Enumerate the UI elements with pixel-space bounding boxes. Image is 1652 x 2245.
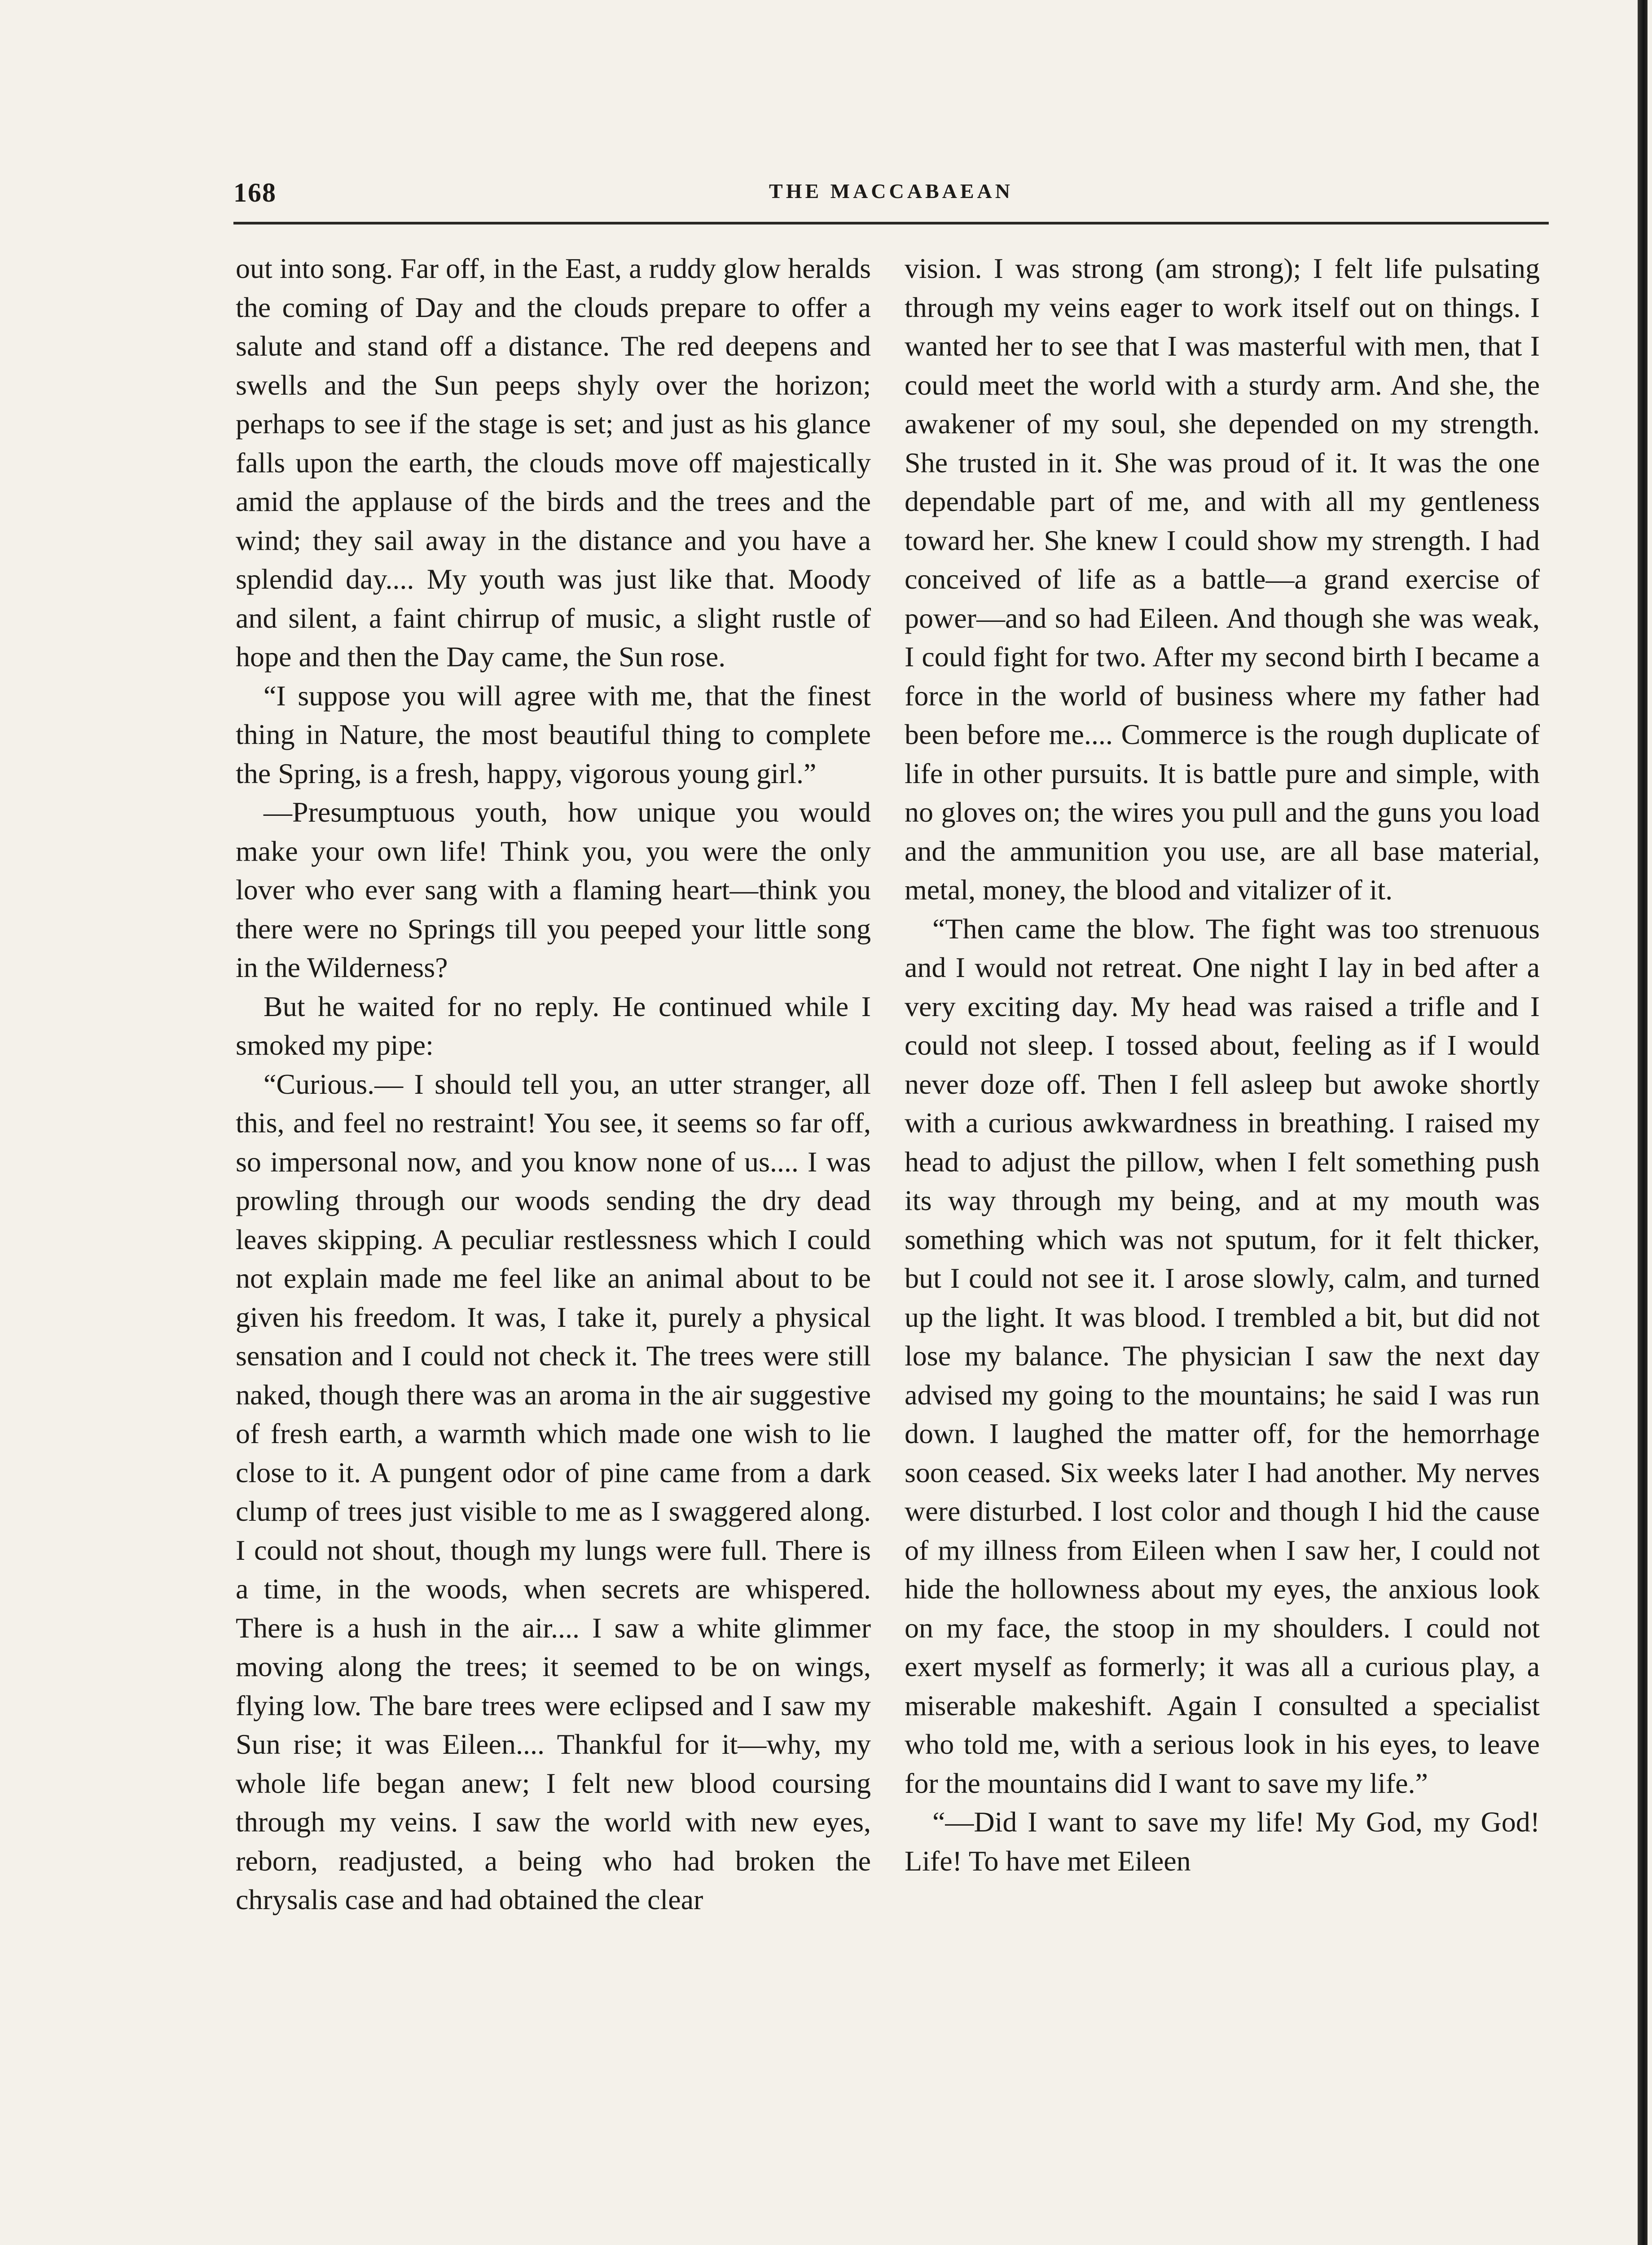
paragraph: “Curious.— I should tell you, an utter stranger, all this, and feel no restraint! You see, it seems so far off, so impersonal now, and you know none of us.... I was prowling through our woods sending the dry dead leaves skipping. A peculiar restlessness which I could not explain made me feel like an animal about to be given his freedom. It was, I take it, purely a physical sensation and I could not check it. The trees were still naked, though there was an aroma in the air suggestive of fresh earth, a warmth which made one wish to lie close to it. A pungent odor of pine came from a dark clump of trees just visible to me as I swaggered along. I could not shout, though my lungs were full. There is a time, in the woods, when secrets are whispered. There is a hush in the air.... I saw a white glimmer moving along the trees; it seemed to be on wings, flying low. The bare trees were eclipsed and I saw my Sun rise; it was Eileen.... Thankful for it—why, my whole life began anew; I felt new blood coursing through my veins. I saw the world with new eyes, reborn, readjusted, a being who had broken the chrysalis case and had obtained the clear bbox=[236, 1068, 871, 1915]
page-header bbox=[233, 177, 1549, 218]
right-column bbox=[905, 249, 1540, 1880]
running-title: THE MACCABAEAN bbox=[769, 180, 1013, 202]
paragraph: —Presumptuous youth, how unique you would make your own life! Think you, you were the only lover who ever sang with a flaming heart—think you there were no Springs till you peeped your little song in the Wilderness? bbox=[236, 796, 871, 983]
paragraph: But he waited for no reply. He continued while I smoked my pipe: bbox=[236, 990, 871, 1061]
header-rule bbox=[233, 222, 1549, 224]
page-number: 168 bbox=[233, 178, 277, 207]
left-column bbox=[236, 249, 871, 1919]
paragraph: “—Did I want to save my life! My God, my God! Life! To have met Eileen bbox=[905, 1806, 1540, 1877]
paragraph: out into song. Far off, in the East, a ruddy glow heralds the coming of Day and the clouds prepare to offer a salute and stand off a distance. The red deepens and swells and the Sun peeps shyly over the horizon; perhaps to see if the stage is set; and just as his glance falls upon the earth, the clouds move off majestically amid the applause of the birds and the trees and the wind; they sail away in the distance and you have a splendid day.... My youth was just like that. Moody and silent, a faint chirrup of music, a slight rustle of hope and then the Day came, the Sun rose. bbox=[236, 252, 871, 673]
page-edge-shadow bbox=[1638, 0, 1648, 2245]
paragraph: “Then came the blow. The fight was too strenuous and I would not retreat. One night I lay in bed after a very exciting day. My head was raised a trifle and I could not sleep. I tossed about, feeling as if I would never doze off. Then I fell asleep but awoke shortly with a curious awkwardness in breathing. I raised my head to adjust the pillow, when I felt something push its way through my being, and at my mouth was something which was not sputum, for it felt thicker, but I could not see it. I arose slowly, calm, and turned up the light. It was blood. I trembled a bit, but did not lose my balance. The physician I saw the next day advised my going to the mountains; he said I was run down. I laughed the matter off, for the hemorrhage soon ceased. Six weeks later I had another. My nerves were disturbed. I lost color and though I hid the cause of my illness from Eileen when I saw her, I could not hide the hollowness about my eyes, the anxious look on my face, the stoop in my shoulders. I could not exert myself as formerly; it was all a curious play, a miserable makeshift. Again I consulted a specialist who told me, with a serious look in his eyes, to leave for the mountains did I want to save my life.” bbox=[905, 912, 1540, 1799]
paragraph: vision. I was strong (am strong); I felt life pulsating through my veins eager to work itself out on things. I wanted her to see that I was masterful with men, that I could meet the world with a sturdy arm. And she, the awakener of my soul, she depended on my strength. She trusted in it. She was proud of it. It was the one dependable part of me, and with all my gentleness toward her. She knew I could show my strength. I had conceived of life as a battle—a grand exercise of power—and so had Eileen. And though she was weak, I could fight for two. After my second birth I became a force in the world of business where my father had been before me.... Commerce is the rough duplicate of life in other pursuits. It is battle pure and simple, with no gloves on; the wires you pull and the guns you load and the ammunition you use, are all base material, metal, money, the blood and vitalizer of it. bbox=[905, 252, 1540, 906]
paragraph: “I suppose you will agree with me, that the finest thing in Nature, the most beautiful thing to complete the Spring, is a fresh, happy, vigorous young girl.” bbox=[236, 679, 871, 789]
